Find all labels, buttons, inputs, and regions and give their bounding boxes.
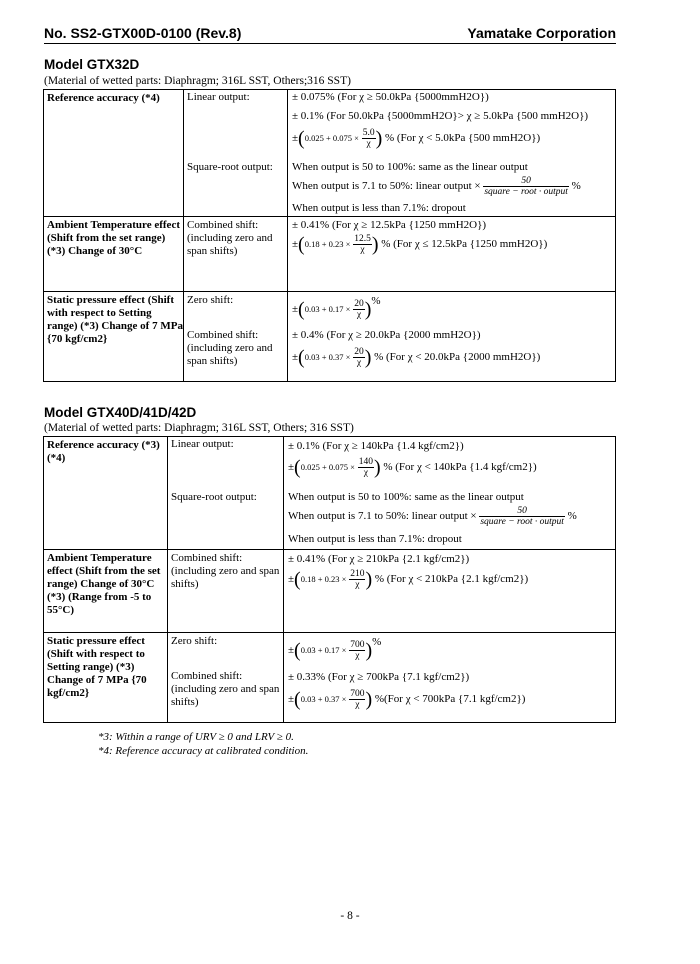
row-label: Ambient Temperature effect (Shift from the set range) Change of 30°C (*3) (Range from -5 to 55°C) <box>44 550 168 633</box>
combined-shift-label: Combined shift: (including zero and span shifts) <box>187 329 273 367</box>
combined-spec-2: ±(0.03 + 0.37 × $\frac{20}{\chi}$ ) % (For χ < 20.0kPa {2000 mmH2O}) <box>292 346 541 369</box>
combined-shift-label: Combined shift: (including zero and span shifts) <box>171 552 280 590</box>
row-label: Reference accuracy (*3)(*4) <box>44 437 168 550</box>
value-cell <box>288 292 616 382</box>
sqrt-output-label: Square-root output: <box>171 491 257 503</box>
combined-spec-1: ± 0.33% (For χ ≥ 700kPa {7.1 kgf/cm2}) <box>288 671 470 683</box>
page-number: - 8 - <box>340 910 360 922</box>
document-number: No. SS2-GTX00D-0100 (Rev.8) <box>44 25 242 41</box>
footnotes <box>98 730 308 758</box>
linear-output-label: Linear output: <box>171 438 234 450</box>
linear-spec-3: ±(0.025 + 0.075 × $\frac{5.0}{\chi}$ ) % (For χ < 5.0kPa {500 mmH2O}) <box>292 127 541 150</box>
company-name: Yamatake Corporation <box>467 25 616 41</box>
value-cell <box>288 217 616 292</box>
type-cell <box>168 437 284 550</box>
linear-spec-1: ± 0.075% (For χ ≥ 50.0kPa {5000mmH2O}) <box>292 91 489 103</box>
model-title: Model GTX32D <box>44 57 140 72</box>
static-pressure-row <box>44 633 616 723</box>
document-header <box>44 25 616 44</box>
type-cell <box>184 217 288 292</box>
combined-shift-label: Combined shift: (including zero and span shifts) <box>171 670 280 708</box>
type-cell <box>184 90 288 217</box>
sqrt-output-label: Square-root output: <box>187 161 273 173</box>
linear-spec-1: ± 0.1% (For χ ≥ 140kPa {1.4 kgf/cm2}) <box>288 440 464 452</box>
ambient-spec-2: ±(0.18 + 0.23 × $\frac{12.5}{\chi}$ ) % (For χ ≤ 12.5kPa {1250 mmH2O}) <box>292 233 548 256</box>
zero-shift-spec: ±(0.03 + 0.17 × $\frac{700}{\chi}$ )% <box>288 636 382 662</box>
model-title: Model GTX40D/41D/42D <box>44 405 197 420</box>
value-cell <box>288 90 616 217</box>
reference-accuracy-row <box>44 437 616 550</box>
row-label: Static pressure effect (Shift with respect to Setting range) (*3) Change of 7 MPa {70 kgf/cm2} <box>44 633 168 723</box>
value-cell <box>284 550 616 633</box>
footnote-4: *4: Reference accuracy at calibrated condition. <box>98 745 309 757</box>
footnote-3: *3: Within a range of URV ≥ 0 and LRV ≥ 0. <box>98 731 294 743</box>
row-label: Static pressure effect (Shift with respect to Setting range) (*3) Change of 7 MPa {70 kgf/cm2} <box>44 292 184 382</box>
combined-spec-2: ±(0.03 + 0.37 × $\frac{700}{\chi}$ ) %(For χ < 700kPa {7.1 kgf/cm2}) <box>288 688 526 711</box>
row-label: Ambient Temperature effect (Shift from the set range) (*3) Change of 30°C <box>44 217 184 292</box>
sqrt-spec-3: When output is less than 7.1%: dropout <box>288 533 462 545</box>
ambient-temperature-row <box>44 217 616 292</box>
reference-accuracy-row <box>44 90 616 217</box>
type-cell <box>184 292 288 382</box>
type-cell <box>168 633 284 723</box>
sqrt-spec-3: When output is less than 7.1%: dropout <box>292 202 466 214</box>
sqrt-spec-1: When output is 50 to 100%: same as the linear output <box>292 161 528 173</box>
type-cell <box>168 550 284 633</box>
materials-note: (Material of wetted parts: Diaphragm; 316L SST, Others;316 SST) <box>44 75 351 87</box>
static-pressure-row <box>44 292 616 382</box>
linear-output-label: Linear output: <box>187 91 250 103</box>
zero-shift-label: Zero shift: <box>171 635 218 647</box>
sqrt-spec-1: When output is 50 to 100%: same as the linear output <box>288 491 524 503</box>
zero-shift-spec: ±(0.03 + 0.17 × $\frac{20}{\chi}$ )% <box>292 295 381 321</box>
spec-table-model1 <box>43 89 616 382</box>
sqrt-spec-2: When output is 7.1 to 50%: linear output × $\frac{50}{\text{square − root · output}}$ % <box>288 506 577 527</box>
combined-spec-1: ± 0.4% (For χ ≥ 20.0kPa {2000 mmH2O}) <box>292 329 481 341</box>
value-cell <box>284 437 616 550</box>
linear-spec-2: ± 0.1% (For 50.0kPa {5000mmH2O}> χ ≥ 5.0kPa {500 mmH2O}) <box>292 110 589 122</box>
row-label: Reference accuracy (*4) <box>44 90 184 217</box>
combined-shift-label: Combined shift: (including zero and span shifts) <box>187 219 273 257</box>
linear-spec-2: ±(0.025 + 0.075 × $\frac{140}{\chi}$ ) % (For χ < 140kPa {1.4 kgf/cm2}) <box>288 456 537 479</box>
ambient-spec-1: ± 0.41% (For χ ≥ 12.5kPa {1250 mmH2O}) <box>292 219 487 231</box>
ambient-spec-1: ± 0.41% (For χ ≥ 210kPa {2.1 kgf/cm2}) <box>288 553 470 565</box>
ambient-temperature-row <box>44 550 616 633</box>
materials-note: (Material of wetted parts: Diaphragm; 316L SST, Others; 316 SST) <box>44 422 354 434</box>
value-cell <box>284 633 616 723</box>
sqrt-spec-2: When output is 7.1 to 50%: linear output × $\frac{50}{\text{square − root · output}}$ % <box>292 176 581 197</box>
zero-shift-label: Zero shift: <box>187 294 234 306</box>
ambient-spec-2: ±(0.18 + 0.23 × $\frac{210}{\chi}$ ) % (For χ < 210kPa {2.1 kgf/cm2}) <box>288 568 529 591</box>
spec-table-model2 <box>43 436 616 723</box>
